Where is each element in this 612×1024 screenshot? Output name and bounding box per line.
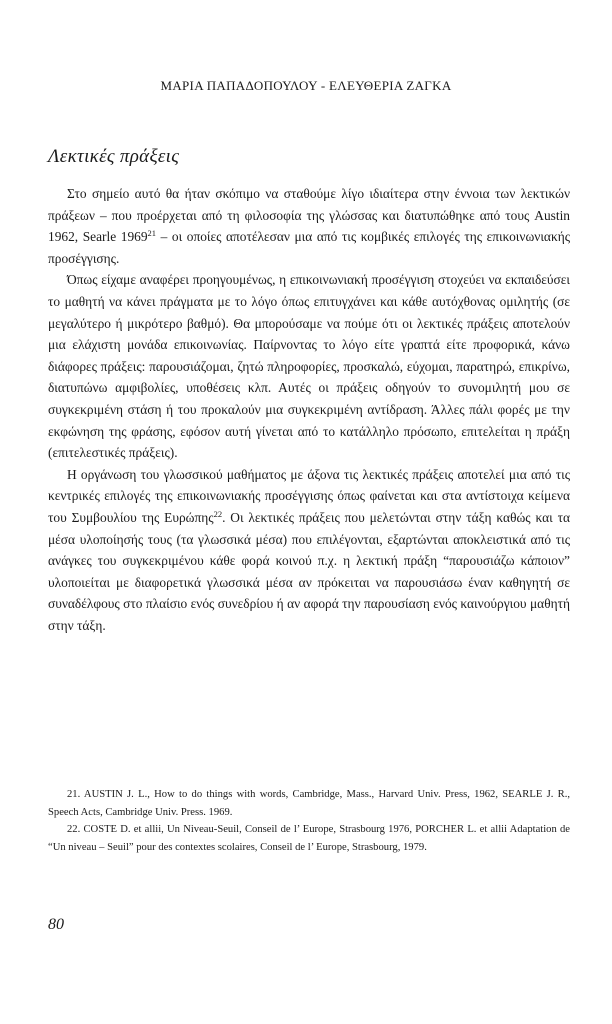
paragraph-2: Όπως είχαμε αναφέρει προηγουμένως, η επικοινωνιακή προσέγγιση στοχεύει να εκπαιδεύσει το μαθητή να κάνει πράγματα με το λόγο όπως επιτυγχάνει και κάθε αυτόχθονας ομιλητής (σε μεγαλύτερο ή μικρότερο βαθμό). Θα μπορούσαμε να πούμε ότι οι λεκτικές πράξεις αποτελούν μια ελάχιστη μονάδα επικοινωνίας. Παίρνοντας το λόγο είτε γραπτά είτε προφορικά, κάνω διάφορες πράξεις: παρουσιάζομαι, ζητώ πληροφορίες, προσκαλώ, εύχομαι, παρατηρώ, επικρίνω, διατυπώνω αμφιβολίες, υποθέσεις κλπ. Αυτές οι πράξεις οδηγούν το συνομιλητή μου σε συγκεκριμένη στάση ή του προκαλούν μια συγκεκριμένη αντίδραση. Άλλες πάλι φορές με την εκφώνηση της φράσης, εφόσον αυτή γίνεται από το κατάλληλο πρόσωπο, επιτελείται η πράξη (επιτελεστικές πράξεις). [48,272,570,461]
footnote-21: 21. AUSTIN J. L., How to do things with words, Cambridge, Mass., Harvard Univ. Press, 1962, SEARLE J. R., Speech Acts, Cambridge Univ. Press. 1969. [48,789,570,818]
body-text [48,183,570,636]
paragraph-1-text-a: Στο σημείο αυτό θα ήταν σκόπιμο να σταθούμε λίγο ιδιαίτερα στην έννοια των λεκτικών πράξεων – που προέρχεται από τη φιλοσοφία της γλώσσας και διατυπώθηκε από τους Austin 1962, Searle 1969 [48,186,570,245]
footnote-ref-22: 22 [213,508,223,519]
section-title: Λεκτικές πράξεις [48,146,180,167]
running-header: ΜΑΡΙΑ ΠΑΠΑΔΟΠΟΥΛΟΥ - ΕΛΕΥΘΕΡΙΑ ΖΑΓΚΑ [160,78,452,93]
paragraph-3-text-b: . Οι λεκτικές πράξεις που μελετώνται στην τάξη καθώς και τα μέσα υλοποίησής τους (τα γλωσσικά μέσα) που επιλέγονται, εξαρτώνται αποκλειστικά από τις ανάγκες του συγκεκριμένου κάθε φορά κοινού π.χ. η λεκτική πράξη “παρουσιάζω κάποιον” υλοποιείται με διαφορετικά γλωσσικά μέσα αν πρόκειται να παρουσιάσω έναν καθηγητή σε συναδέλφους στο πλαίσιο ενός συνεδρίου ή αν αφορά την παρουσίαση ενός καινούργιου μαθητή στην τάξη. [48,509,571,633]
footnote-ref-21: 21 [147,228,157,239]
paragraph-3-text-a: Η οργάνωση του γλωσσικού μαθήματος με άξονα τις λεκτικές πράξεις αποτελεί μια από τις κεντρικές επιλογές της επικοινωνιακής προσέγγισης όπως φαίνεται και στα αντίστοιχα κείμενα του Συμβουλίου της Ευρώπης [48,466,570,525]
paragraph-1 [48,183,570,269]
footnote-22: 22. COSTE D. et allii, Un Niveau-Seuil, Conseil de l’ Europe, Strasbourg 1976, PORCHER L. et allii Adaptation de “Un niveau – Seuil” pour des contextes scolaires, Conseil de l’ Europe, Strasbourg, 1979. [48,824,570,853]
paragraph-3 [48,464,570,637]
page-number: 80 [48,916,64,933]
footnotes [48,786,570,856]
paragraph-1-text-b: – οι οποίες αποτέλεσαν μια από τις κομβικές επιλογές της επικοινωνιακής προσέγγισης. [48,229,570,266]
